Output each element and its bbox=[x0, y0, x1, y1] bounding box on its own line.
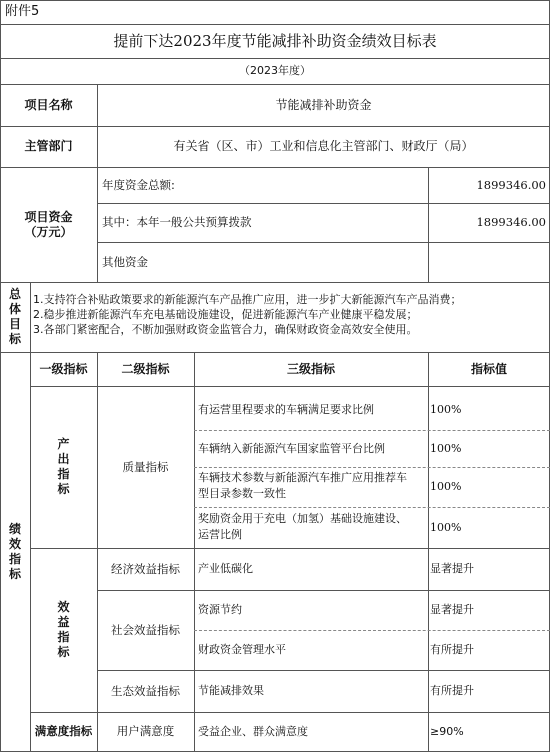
output-char: 出 bbox=[57, 452, 70, 466]
output-value-4: 100% bbox=[430, 520, 462, 534]
overall-goal-char: 体 bbox=[8, 302, 21, 316]
output-item-3-line: 型目录参数一致性 bbox=[198, 487, 286, 500]
economic-benefit-value: 显著提升 bbox=[430, 562, 474, 576]
overall-goal-char: 总 bbox=[8, 287, 21, 301]
attachment-label: 附件5 bbox=[5, 3, 40, 19]
funds-budget-amount: 1899346.00 bbox=[476, 215, 546, 230]
project-name-label: 项目名称 bbox=[24, 97, 73, 112]
satisfaction-item: 受益企业、群众满意度 bbox=[198, 724, 308, 738]
output-char: 产 bbox=[57, 437, 70, 451]
social-benefit-item-1: 资源节约 bbox=[198, 603, 242, 617]
overall-goal-char: 目 bbox=[8, 317, 21, 331]
social-benefit-item-2: 财政资金管理水平 bbox=[198, 643, 286, 657]
economic-benefit-item: 产业低碳化 bbox=[198, 562, 253, 576]
performance-side-char: 绩 bbox=[8, 522, 21, 536]
output-value-1: 100% bbox=[430, 403, 462, 417]
social-benefit-value-2: 有所提升 bbox=[430, 643, 474, 657]
overall-goal-char: 标 bbox=[8, 332, 21, 346]
funds-total-amount: 1899346.00 bbox=[476, 177, 546, 192]
department-value: 有关省（区、市）工业和信息化主管部门、财政厅（局） bbox=[173, 139, 474, 153]
benefit-char: 指 bbox=[57, 630, 70, 644]
page-title: 提前下达2023年度节能减排补助资金绩效目标表 bbox=[113, 31, 437, 50]
performance-side-char: 效 bbox=[8, 537, 21, 551]
benefit-indicator-label bbox=[30, 548, 97, 712]
output-indicator-label bbox=[30, 386, 97, 548]
header-level1: 一级指标 bbox=[39, 361, 88, 376]
benefit-char: 益 bbox=[57, 615, 70, 629]
social-benefit-label: 社会效益指标 bbox=[111, 622, 180, 637]
performance-side-char: 标 bbox=[8, 567, 21, 581]
funds-other-label: 其他资金 bbox=[102, 254, 148, 269]
header-level2: 二级指标 bbox=[121, 361, 170, 376]
funds-label-line2: （万元） bbox=[24, 224, 73, 239]
satisfaction-value: ≥90% bbox=[430, 724, 464, 738]
satisfaction-indicator-label: 满意度指标 bbox=[34, 724, 93, 739]
project-name-value: 节能减排补助资金 bbox=[275, 97, 372, 112]
user-satisfaction-label: 用户满意度 bbox=[116, 724, 175, 739]
output-value-2: 100% bbox=[430, 441, 462, 455]
quality-indicator-label: 质量指标 bbox=[122, 459, 169, 474]
output-item-4-line: 运营比例 bbox=[198, 528, 242, 541]
benefit-char: 效 bbox=[57, 600, 70, 614]
ecological-benefit-item: 节能减排效果 bbox=[198, 684, 264, 698]
output-item-4-line: 奖励资金用于充电（加氢）基础设施建设、 bbox=[198, 512, 407, 525]
funds-label bbox=[0, 167, 97, 282]
funds-other-amount bbox=[428, 242, 546, 282]
output-item-1: 有运营里程要求的车辆满足要求比例 bbox=[198, 403, 374, 417]
overall-goal-text bbox=[33, 292, 548, 348]
benefit-char: 标 bbox=[57, 645, 70, 659]
ecological-benefit-value: 有所提升 bbox=[430, 684, 474, 698]
overall-goal-label bbox=[0, 282, 30, 352]
funds-budget-label: 其中：本年一般公共预算拨款 bbox=[102, 215, 252, 230]
funds-total-label: 年度资金总额: bbox=[102, 177, 175, 192]
output-value-3: 100% bbox=[430, 480, 462, 494]
social-benefit-value-1: 显著提升 bbox=[430, 603, 474, 617]
department-label: 主管部门 bbox=[24, 139, 73, 153]
output-item-2: 车辆纳入新能源汽车国家监管平台比例 bbox=[198, 441, 385, 455]
overall-goal-line: 1.支持符合补贴政策要求的新能源汽车产品推广应用，进一步扩大新能源汽车产品消费； bbox=[33, 293, 462, 306]
funds-label-line1: 项目资金 bbox=[24, 209, 73, 224]
output-char: 标 bbox=[57, 482, 70, 496]
header-level3: 三级指标 bbox=[286, 361, 335, 376]
output-char: 指 bbox=[57, 467, 70, 481]
ecological-benefit-label: 生态效益指标 bbox=[111, 683, 180, 698]
output-item-3 bbox=[198, 470, 428, 506]
overall-goal-line: 3.各部门紧密配合，不断加强财政资金监管合力，确保财政资金高效安全使用。 bbox=[33, 323, 418, 336]
performance-side-label bbox=[0, 352, 30, 752]
year-note: （2023年度） bbox=[239, 64, 311, 78]
output-item-4 bbox=[198, 511, 428, 547]
output-item-3-line: 车辆技术参数与新能源汽车推广应用推荐车 bbox=[198, 471, 407, 484]
performance-side-char: 指 bbox=[8, 552, 21, 566]
overall-goal-line: 2.稳步推进新能源汽车充电基础设施建设，促进新能源汽车产业健康平稳发展； bbox=[33, 308, 418, 321]
header-value: 指标值 bbox=[470, 361, 507, 376]
economic-benefit-label: 经济效益指标 bbox=[111, 561, 180, 576]
